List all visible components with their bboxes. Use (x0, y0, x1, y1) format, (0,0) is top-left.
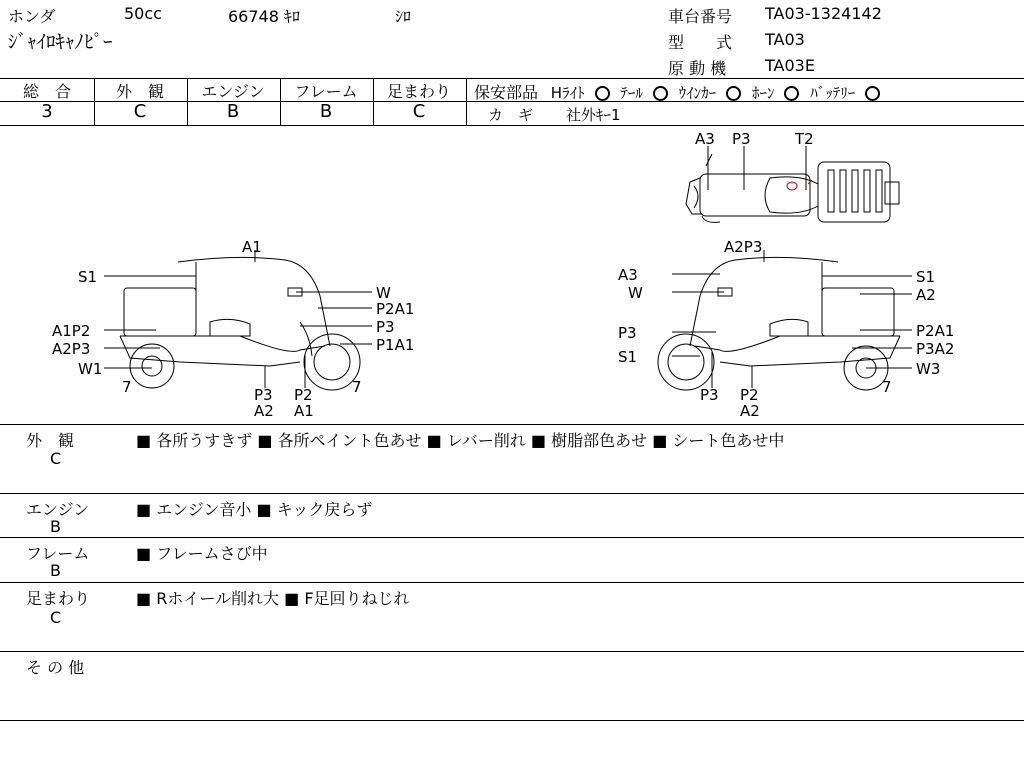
suspension-section-grade: C (50, 608, 62, 627)
bullet-icon: ■ (284, 589, 300, 608)
body-color: ｼﾛ (395, 7, 412, 26)
engine-section-grade: B (50, 517, 61, 536)
divider (0, 582, 1024, 583)
frame-section-grade: B (50, 561, 61, 580)
exterior-grade: C (133, 101, 147, 122)
suspension-grade: C (412, 101, 426, 122)
divider (0, 651, 1024, 652)
circle-icon (595, 86, 610, 101)
suspension-label: 足まわり (386, 82, 451, 101)
diagram-label: 7 (122, 378, 132, 396)
overall-label: 総 合 (22, 82, 71, 101)
divider (0, 493, 1024, 494)
diagram-label: P3 (618, 324, 637, 342)
divider (0, 537, 1024, 538)
exterior-section-grade: C (50, 449, 62, 468)
diagram-label: A2 (254, 402, 274, 420)
note: Rホイール削れ大 (156, 589, 280, 608)
note: キック戻らず (276, 500, 373, 519)
exterior-label: 外 観 (115, 82, 164, 101)
scooter-diagram (0, 126, 1024, 424)
bullet-icon: ■ (136, 500, 152, 519)
note: 樹脂部色あせ (551, 431, 648, 450)
note: フレームさび中 (156, 544, 268, 563)
note: シート色あせ中 (672, 431, 785, 450)
diagram-label: T2 (795, 130, 814, 148)
diagram-label: A2 (740, 402, 760, 420)
diagram-label: P3 (376, 318, 395, 336)
chassis-label: 車台番号 (668, 7, 733, 26)
frame-grade: B (319, 101, 333, 122)
diagram-label: A3 (695, 130, 715, 148)
diagram-label: W (628, 284, 643, 302)
bullet-icon: ■ (256, 500, 272, 519)
engine-grade: B (226, 101, 240, 122)
left-side-leaders (104, 250, 372, 388)
diagram-label: P2 (740, 386, 759, 404)
model-name: ｼﾞｬｲﾛｷｬﾉﾋﾟｰ (8, 31, 113, 53)
note: 各所うすきず (156, 431, 253, 450)
diagram-label: P2A1 (376, 300, 415, 318)
bullet-icon: ■ (257, 431, 273, 450)
bullet-icon: ■ (530, 431, 546, 450)
engine-model-label: 原 動 機 (668, 59, 727, 78)
safety-item-battery: ﾊﾞｯﾃﾘｰ (810, 84, 856, 102)
circle-icon (865, 86, 880, 101)
note: エンジン音小 (156, 500, 252, 519)
diagram-label: S1 (78, 268, 98, 286)
right-side-drawing (658, 257, 900, 390)
safety-item-tail: ﾃｰﾙ (620, 84, 643, 102)
diagram-label: P2 (294, 386, 313, 404)
diagram-label: 7 (882, 378, 892, 396)
diagram-label: P3A2 (916, 340, 955, 358)
suspension-section-label: 足まわり (26, 589, 91, 608)
exterior-notes (136, 428, 784, 451)
diagram-label: W3 (916, 360, 941, 378)
note: レバー削れ (446, 431, 526, 450)
engine-section-label: エンジン (26, 500, 90, 519)
note: 各所ペイント色あせ (277, 431, 422, 450)
displacement: 50cc (124, 4, 162, 23)
type-label: 型 式 (668, 33, 733, 52)
safety-item-headlight: Hﾗｲﾄ (550, 84, 585, 102)
diagram-label: P3 (732, 130, 751, 148)
note: F足回りねじれ (304, 589, 410, 608)
diagram-label: P3 (700, 386, 719, 404)
diagram-label: P3 (254, 386, 273, 404)
divider (466, 78, 467, 125)
bullet-icon: ■ (136, 589, 152, 608)
diagram-label: 7 (352, 378, 362, 396)
diagram-label: A2P3 (52, 340, 91, 358)
diagram-label: A3 (618, 266, 638, 284)
diagram-label: A1P2 (52, 322, 91, 340)
bullet-icon: ■ (426, 431, 442, 450)
other-section-label: そ の 他 (26, 658, 85, 677)
diagram-label: W (376, 284, 391, 302)
frame-notes (136, 541, 268, 564)
circle-icon (784, 86, 799, 101)
diagram-label: W1 (78, 360, 103, 378)
diagram-label: A1 (242, 238, 262, 256)
engine-label: エンジン (201, 82, 265, 101)
diagram-label: A2P3 (724, 238, 763, 256)
safety-item-horn: ﾎｰﾝ (751, 84, 775, 102)
bullet-icon: ■ (136, 431, 152, 450)
diagram-label: A1 (294, 402, 314, 420)
engine-model-value: TA03E (765, 56, 815, 75)
bullet-icon: ■ (652, 431, 668, 450)
frame-label: フレーム (294, 82, 358, 101)
bullet-icon: ■ (136, 544, 152, 563)
engine-notes (136, 497, 372, 520)
safety-label: 保安部品 (474, 83, 539, 102)
diagram-label: A2 (916, 286, 936, 304)
top-view-leaders (708, 146, 806, 190)
diagram-label: S1 (618, 348, 638, 366)
divider (0, 424, 1024, 425)
diagram-label: P2A1 (916, 322, 955, 340)
key-value: 社外ｷｰ1 (566, 106, 621, 124)
diagram-label: S1 (916, 268, 936, 286)
suspension-notes (136, 586, 410, 609)
key-label: カ ギ (488, 106, 534, 124)
circle-icon (726, 86, 741, 101)
safety-parts-row (474, 80, 886, 103)
mileage: 66748 ｷﾛ (228, 7, 300, 26)
maker: ホンダ (8, 7, 56, 26)
left-side-drawing (120, 257, 360, 390)
circle-icon (653, 86, 668, 101)
diagram-label: P1A1 (376, 336, 415, 354)
chassis-value: TA03-1324142 (765, 4, 882, 23)
top-view-drawing (686, 154, 899, 222)
safety-item-winker: ｳｲﾝｶｰ (678, 84, 717, 102)
divider (0, 720, 1024, 721)
exterior-section-label: 外 観 (26, 431, 75, 450)
overall-grade: 3 (41, 101, 53, 122)
frame-section-label: フレーム (26, 544, 90, 563)
type-value: TA03 (765, 30, 805, 49)
